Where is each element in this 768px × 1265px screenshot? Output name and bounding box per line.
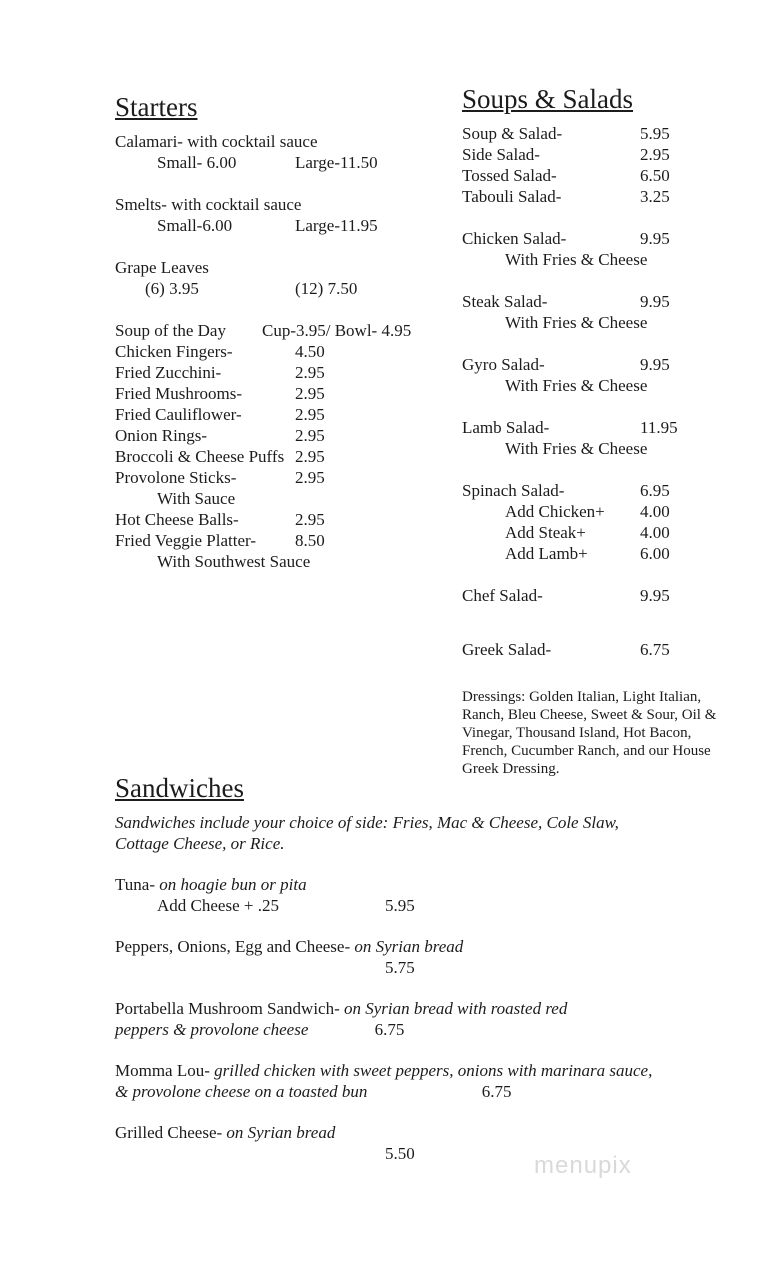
smelts-group bbox=[115, 194, 455, 236]
item-name: Grape Leaves bbox=[115, 258, 209, 277]
item-name: Gyro Salad- bbox=[462, 355, 545, 374]
item-name: Hot Cheese Balls- bbox=[115, 510, 239, 529]
menu-item-row bbox=[462, 291, 742, 312]
sandwich-line2 bbox=[115, 895, 690, 916]
soups-salads-title: Soups & Salads bbox=[462, 84, 634, 114]
menu-item-row bbox=[462, 144, 742, 165]
soup-of-the-day-row bbox=[115, 320, 455, 341]
item-price: 6.75 bbox=[640, 640, 670, 659]
item-price: 5.95 bbox=[385, 896, 415, 915]
item-desc: on hoagie bun or pita bbox=[159, 875, 307, 894]
item-price: Cup-3.95/ Bowl- 4.95 bbox=[262, 321, 412, 340]
soups-salads-section bbox=[462, 84, 742, 778]
item-name: Onion Rings- bbox=[115, 426, 208, 445]
sandwich-line1 bbox=[115, 936, 690, 957]
spacer bbox=[115, 173, 455, 194]
menu-item-row bbox=[462, 417, 742, 438]
size-small: Small- 6.00 bbox=[157, 153, 237, 172]
item-price: 2.95 bbox=[295, 426, 325, 445]
item-note: With Fries & Cheese bbox=[505, 250, 648, 269]
menu-item-row bbox=[115, 425, 455, 446]
item-price: 5.75 bbox=[385, 958, 415, 977]
menu-item-row bbox=[115, 446, 455, 467]
spacer bbox=[115, 236, 455, 257]
menu-item-row bbox=[462, 123, 742, 144]
menu-item-row bbox=[115, 383, 455, 404]
spacer bbox=[462, 396, 742, 417]
item-name: Broccoli & Cheese Puffs bbox=[115, 447, 285, 466]
item-desc: grilled chicken with sweet peppers, onions with marinara sauce, & provolone cheese on a toasted bun bbox=[115, 1061, 653, 1101]
dressings-note: Dressings: Golden Italian, Light Italian, Ranch, Bleu Cheese, Sweet & Sour, Oil & Vinegar, Thousand Island, Hot Bacon, French, Cucumber Ranch, and our House Greek Dressing. bbox=[462, 689, 717, 777]
item-name: Tuna- bbox=[115, 875, 155, 894]
item-note: With Southwest Sauce bbox=[157, 552, 311, 571]
sandwich-item-portabella bbox=[115, 998, 620, 1040]
item-price: 8.50 bbox=[295, 531, 325, 550]
item-name: Portabella Mushroom Sandwich- bbox=[115, 999, 340, 1018]
item-name: Fried Veggie Platter- bbox=[115, 531, 256, 550]
spacer bbox=[462, 333, 742, 354]
item-price: 6.95 bbox=[640, 481, 670, 500]
item-price: 4.50 bbox=[295, 342, 325, 361]
addon-name: Add Chicken+ bbox=[505, 502, 605, 521]
item-desc: on Syrian bread bbox=[226, 1123, 336, 1142]
menu-item-row bbox=[115, 341, 455, 362]
item-price: 2.95 bbox=[295, 447, 325, 466]
spacer bbox=[462, 270, 742, 291]
item-price: 5.95 bbox=[640, 124, 670, 143]
menu-item-row bbox=[115, 362, 455, 383]
item-name: Chef Salad- bbox=[462, 586, 543, 605]
spacer bbox=[462, 606, 742, 639]
size-large: Large-11.95 bbox=[295, 216, 378, 235]
sandwich-line1 bbox=[115, 1122, 690, 1143]
item-name: Tossed Salad- bbox=[462, 166, 557, 185]
item-name: Side Salad- bbox=[462, 145, 540, 164]
item-price: 9.95 bbox=[640, 355, 670, 374]
menu-item-row bbox=[115, 530, 455, 551]
item-name: Calamari- with cocktail sauce bbox=[115, 132, 318, 151]
item-note: With Fries & Cheese bbox=[505, 376, 648, 395]
menu-item-row bbox=[115, 509, 455, 530]
item-price: 2.95 bbox=[295, 405, 325, 424]
sandwich-item-momma-lou bbox=[115, 1060, 655, 1102]
item-desc: on Syrian bread bbox=[354, 937, 464, 956]
addon-name: Add Lamb+ bbox=[505, 544, 588, 563]
item-price: 9.95 bbox=[640, 292, 670, 311]
item-price: 2.95 bbox=[295, 363, 325, 382]
menupix-watermark: menupix bbox=[534, 1152, 632, 1179]
item-name: Fried Mushrooms- bbox=[115, 384, 243, 403]
item-name: Soup & Salad- bbox=[462, 124, 563, 143]
addon-price: 6.00 bbox=[640, 544, 670, 563]
item-price: 6.50 bbox=[640, 166, 670, 185]
menu-item-row bbox=[462, 165, 742, 186]
sandwiches-section bbox=[115, 773, 690, 1184]
menu-item-row bbox=[115, 467, 455, 488]
menu-item-row bbox=[462, 639, 742, 660]
item-sizes bbox=[115, 215, 455, 236]
item-name: Peppers, Onions, Egg and Cheese- bbox=[115, 937, 351, 956]
size-dozen: (12) 7.50 bbox=[295, 279, 358, 298]
starters-section bbox=[115, 92, 455, 572]
size-half: (6) 3.95 bbox=[145, 279, 199, 298]
addon-row bbox=[462, 501, 742, 522]
addon-name: Add Steak+ bbox=[505, 523, 586, 542]
item-price: 6.75 bbox=[481, 1082, 512, 1101]
grape-leaves-group bbox=[115, 257, 455, 299]
item-name: Fried Zucchini- bbox=[115, 363, 222, 382]
addon-row bbox=[462, 522, 742, 543]
sandwiches-title: Sandwiches bbox=[115, 773, 244, 803]
item-name: Greek Salad- bbox=[462, 640, 552, 659]
item-price: 3.25 bbox=[640, 187, 670, 206]
item-note: With Fries & Cheese bbox=[505, 313, 648, 332]
item-name: Chicken Salad- bbox=[462, 229, 567, 248]
item-name: Grilled Cheese- bbox=[115, 1123, 223, 1142]
sandwich-line1 bbox=[115, 874, 690, 895]
spacer bbox=[462, 207, 742, 228]
menu-item-row bbox=[462, 186, 742, 207]
sandwiches-intro: Sandwiches include your choice of side: Fries, Mac & Cheese, Cole Slaw, Cottage Cheese, or Rice. bbox=[115, 813, 619, 853]
item-price: 6.75 bbox=[374, 1020, 405, 1039]
item-price: 11.95 bbox=[640, 418, 678, 437]
item-name: Provolone Sticks- bbox=[115, 468, 237, 487]
item-name: Fried Cauliflower- bbox=[115, 405, 242, 424]
addon-price: 4.00 bbox=[640, 523, 670, 542]
item-sub: Add Cheese + .25 bbox=[157, 896, 279, 915]
item-note: With Fries & Cheese bbox=[505, 439, 648, 458]
menu-item-row bbox=[462, 480, 742, 501]
item-price: 2.95 bbox=[295, 510, 325, 529]
item-name: Spinach Salad- bbox=[462, 481, 565, 500]
sandwich-line2 bbox=[115, 957, 690, 978]
item-name: Soup of the Day bbox=[115, 321, 226, 340]
item-price: 5.50 bbox=[385, 1144, 415, 1163]
item-name: Smelts- with cocktail sauce bbox=[115, 195, 302, 214]
item-price: 2.95 bbox=[640, 145, 670, 164]
item-name: Tabouli Salad- bbox=[462, 187, 562, 206]
starters-title: Starters bbox=[115, 92, 198, 122]
menu-item-row bbox=[462, 354, 742, 375]
item-price: 9.95 bbox=[640, 229, 670, 248]
sandwich-item-peppers bbox=[115, 936, 690, 978]
item-sizes bbox=[115, 278, 455, 299]
menu-item-row bbox=[462, 585, 742, 606]
size-large: Large-11.50 bbox=[295, 153, 378, 172]
sandwich-item-tuna bbox=[115, 874, 690, 916]
item-name: Momma Lou- bbox=[115, 1061, 210, 1080]
calamari-group bbox=[115, 131, 455, 173]
item-name: Lamb Salad- bbox=[462, 418, 550, 437]
size-small: Small-6.00 bbox=[157, 216, 233, 235]
item-name: Chicken Fingers- bbox=[115, 342, 233, 361]
item-sizes bbox=[115, 152, 455, 173]
item-price: 9.95 bbox=[640, 586, 670, 605]
item-price: 2.95 bbox=[295, 384, 325, 403]
addon-price: 4.00 bbox=[640, 502, 670, 521]
item-desc: on Syrian bread with roasted red peppers & provolone cheese bbox=[115, 999, 568, 1039]
menu-item-row bbox=[115, 404, 455, 425]
spacer bbox=[115, 299, 455, 320]
item-note: With Sauce bbox=[157, 489, 236, 508]
item-name: Steak Salad- bbox=[462, 292, 548, 311]
menu-item-row bbox=[462, 228, 742, 249]
spacer bbox=[462, 459, 742, 480]
addon-row bbox=[462, 543, 742, 564]
item-price: 2.95 bbox=[295, 468, 325, 487]
spacer bbox=[462, 564, 742, 585]
